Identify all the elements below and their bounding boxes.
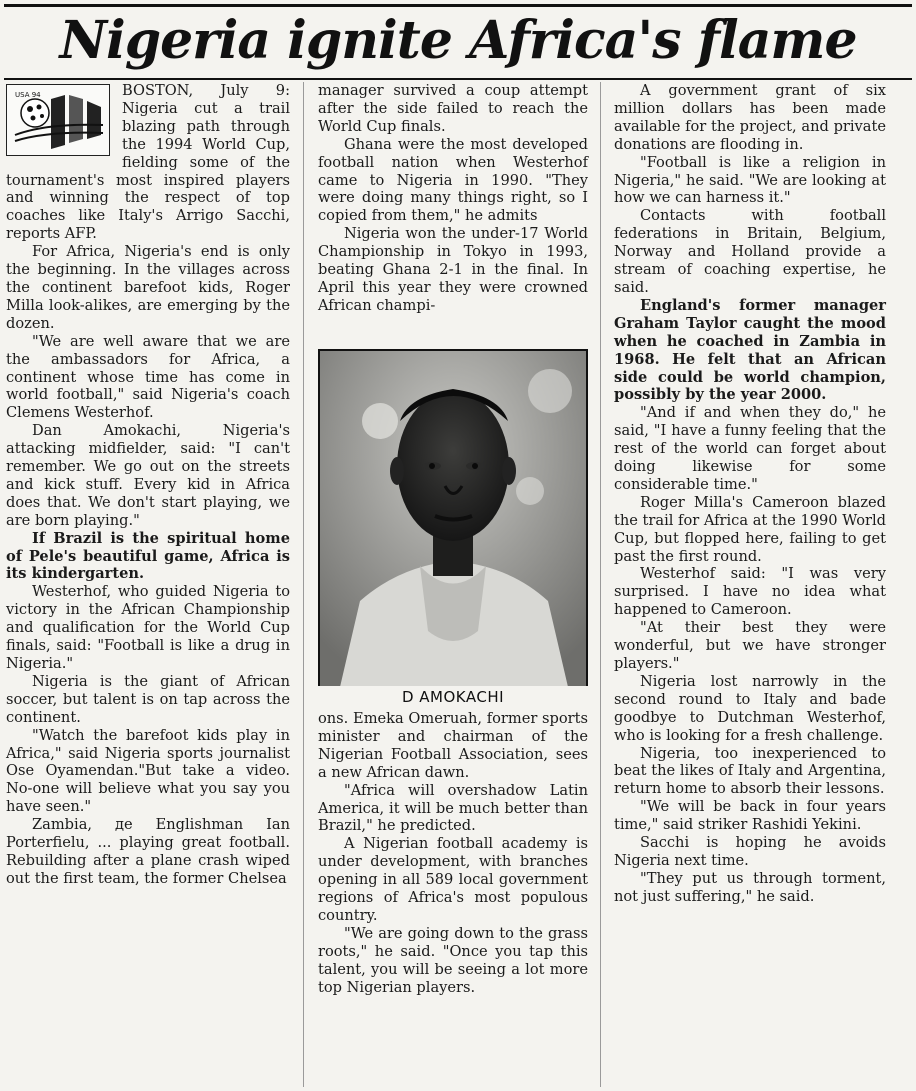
article-paragraph: Dan Amokachi, Nigeria's attacking midfielder, said: "I can't remember. We go out on the streets and kick stuff. Every kid in Africa does that. We don't start playing, we are born playing." <box>6 422 290 529</box>
headline-rule <box>4 78 912 80</box>
top-rule <box>4 4 912 7</box>
article-paragraph: Nigeria, too inexperienced to beat the likes of Italy and Argentina, return home to absorb their lessons. <box>614 744 886 798</box>
article-paragraph: manager survived a coup attempt after the side failed to reach the World Cup finals. <box>318 82 588 135</box>
svg-text:USA 94: USA 94 <box>15 91 41 99</box>
article-paragraph: "Africa will overshadow Latin America, it will be much better than Brazil," he predicted. <box>318 781 588 835</box>
article-paragraph: England's former manager Graham Taylor caught the mood when he coached in Zambia in 1968. He felt that an African side could be world champion, possibly by the year 2000. <box>614 296 886 404</box>
article-column-2-bottom <box>318 710 588 997</box>
article-paragraph: A government grant of six million dollars has been made available for the project, and private donations are flooding in. <box>614 82 886 153</box>
article-paragraph: Contacts with football federations in Britain, Belgium, Norway and Holland provide a stream of coaching expertise, he said. <box>614 207 886 296</box>
article-paragraph: "We are going down to the grass roots," he said. "Once you tap this talent, you will be seeing a lot more top Nigerian players. <box>318 924 588 996</box>
article-paragraph: Nigeria won the under-17 World Championship in Tokyo in 1993, beating Ghana 2-1 in the final. In April this year they were crowned African champi- <box>318 225 588 314</box>
article-column-3 <box>614 82 886 906</box>
article-paragraph: "Football is like a religion in Nigeria," he said. "We are looking at how we can harness it." <box>614 153 886 207</box>
article-paragraph: BOSTON, July 9: Nigeria cut a trail blazing path through the 1994 World Cup, fielding some of the tournament's most inspired players and winning the respect of top coaches like Italy's Arrigo Sacchi, reports AFP. <box>6 82 290 243</box>
article-paragraph: "We will be back in four years time," said striker Rashidi Yekini. <box>614 798 886 834</box>
article-column-2-top <box>318 82 588 315</box>
column-divider <box>600 82 601 1087</box>
article-paragraph: "We are well aware that we are the ambassadors for Africa, a continent whose time has come in world football," said Nigeria's coach Clemens Westerhof. <box>6 332 290 422</box>
article-paragraph: Zambia, де Englishman Ian Porterfielu, ... playing great football. Rebuilding after a plane crash wiped out the first team, the former Chelsea <box>6 816 290 887</box>
article-paragraph: "And if and when they do," he said, "I have a funny feeling that the rest of the world can forget about doing likewise for some considerable time." <box>614 404 886 493</box>
column-divider <box>303 82 304 1087</box>
article-paragraph: A Nigerian football academy is under development, with branches opening in all 589 local government regions of Africa's most populous country. <box>318 835 588 924</box>
player-photo <box>318 349 588 689</box>
article-paragraph: "They put us through torment, not just suffering," he said. <box>614 869 886 905</box>
headline: Nigeria ignite Africa's flame <box>59 10 857 71</box>
article-paragraph: For Africa, Nigeria's end is only the beginning. In the villages across the continent barefoot kids, Roger Milla look-alikes, are emerging by the dozen. <box>6 243 290 332</box>
article-paragraph: "At their best they were wonderful, but we have stronger players." <box>614 619 886 672</box>
col2a-body <box>318 82 588 315</box>
col2b-body <box>318 710 588 997</box>
article-paragraph: ons. Emeka Omeruah, former sports minister and chairman of the Nigerian Football Association, sees a new African dawn. <box>318 710 588 781</box>
article-paragraph: Nigeria is the giant of African soccer, but talent is on tap across the continent. <box>6 672 290 726</box>
article-paragraph: Nigeria lost narrowly in the second round to Italy and bade goodbye to Dutchman Westerhof, who is looking for a fresh challenge. <box>614 672 886 744</box>
article-paragraph: Westerhof said: "I was very surprised. I have no idea what happened to Cameroon. <box>614 565 886 619</box>
article-paragraph: "Watch the barefoot kids play in Africa," said Nigeria sports journalist Ose Oyamendan."But take a video. No-one will believe what you say you have seen." <box>6 726 290 816</box>
photo-caption: D AMOKACHI <box>318 686 588 708</box>
article-paragraph: If Brazil is the spiritual home of Pele's beautiful game, Africa is its kindergarten. <box>6 529 290 583</box>
col3-body <box>614 82 886 906</box>
article-paragraph: Westerhof, who guided Nigeria to victory in the African Championship and qualification for the World Cup finals, said: "Football is like a drug in Nigeria." <box>6 583 290 672</box>
col1-body <box>6 82 290 888</box>
article-paragraph: Ghana were the most developed football nation when Westerhof came to Nigeria in 1990. "They were doing many things right, so I copied from them," he admits <box>318 135 588 225</box>
article-paragraph: Sacchi is hoping he avoids Nigeria next time. <box>614 834 886 869</box>
world-cup-94-logo-icon <box>6 84 110 156</box>
article-column-1 <box>6 82 290 888</box>
player-photo-block <box>318 349 588 707</box>
article-paragraph: Roger Milla's Cameroon blazed the trail for Africa at the 1990 World Cup, but flopped here, failing to get past the first round. <box>614 493 887 565</box>
